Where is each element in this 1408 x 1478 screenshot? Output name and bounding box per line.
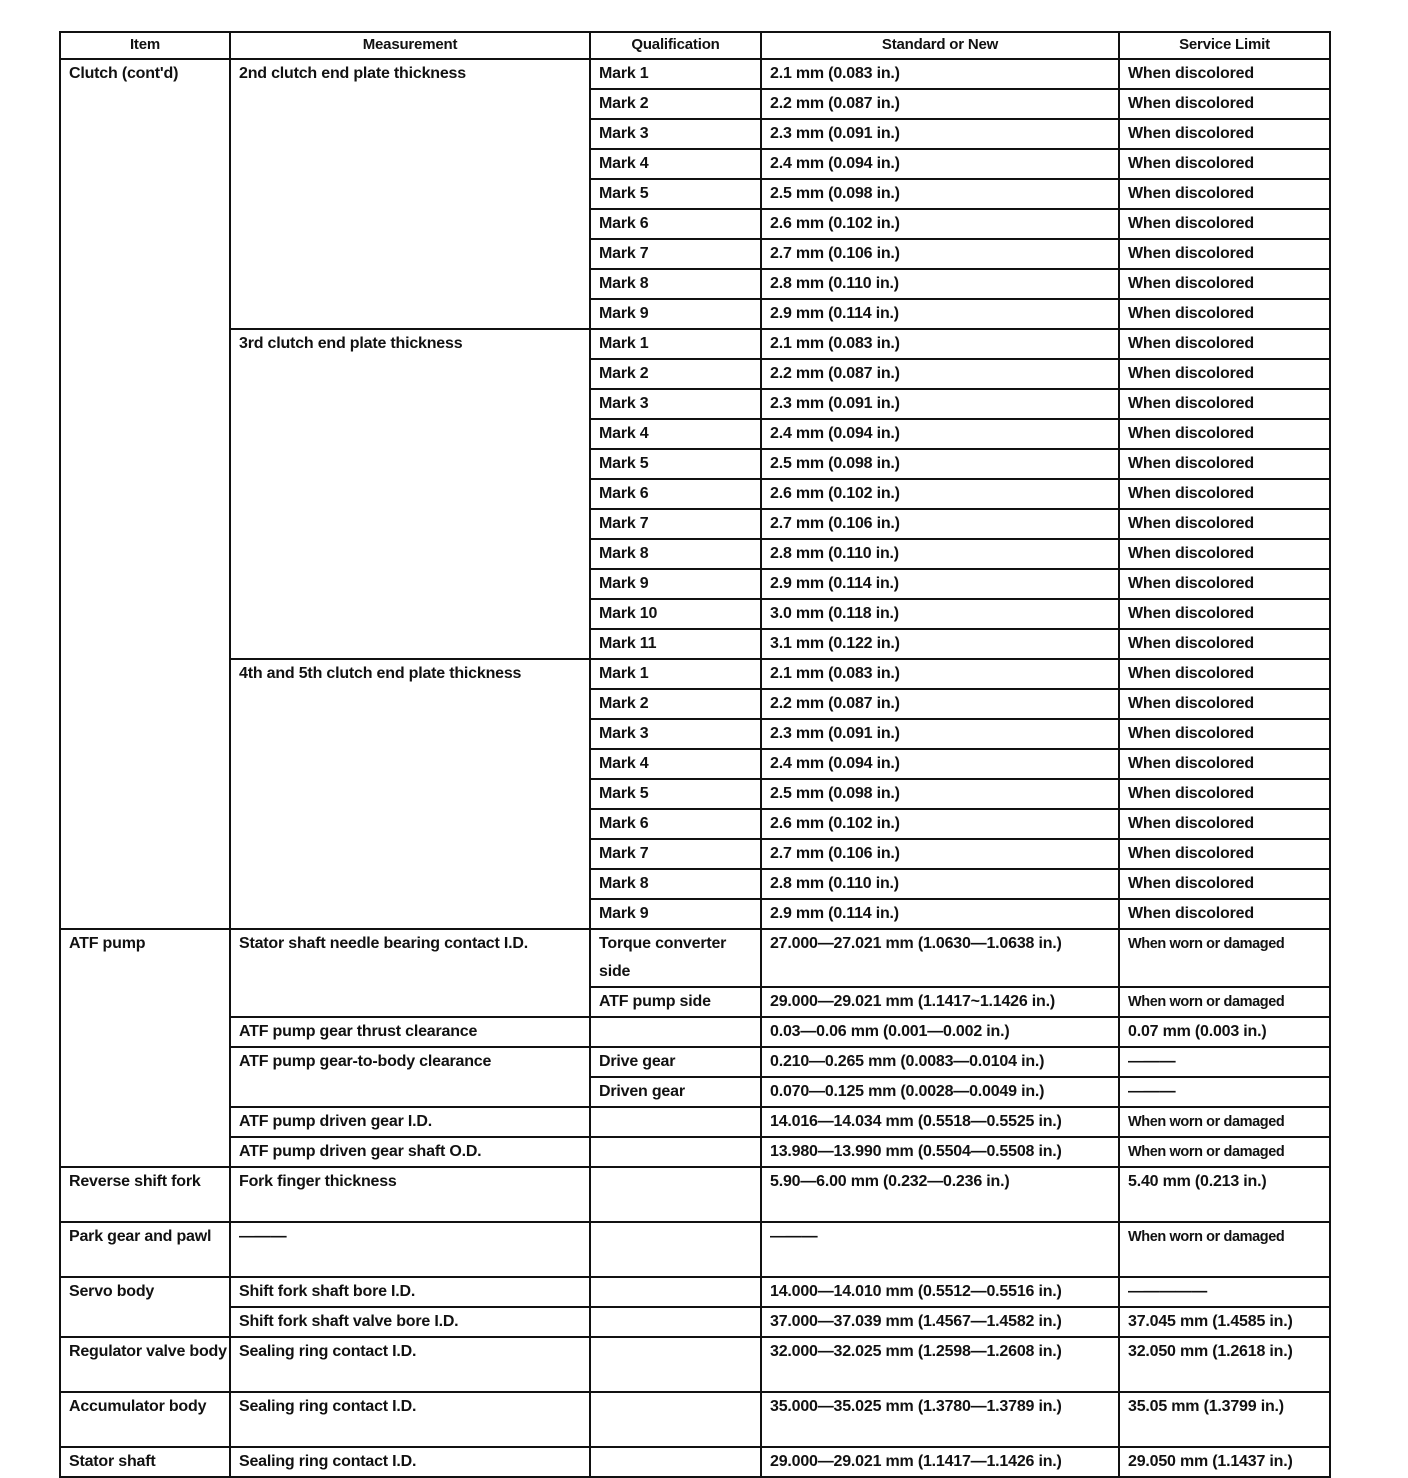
qualification-cell: [590, 1017, 761, 1047]
limit-cell: When discolored: [1119, 59, 1330, 89]
limit-cell: When discolored: [1119, 509, 1330, 539]
qualification-cell: Mark 2: [590, 89, 761, 119]
header-row: [60, 32, 1330, 59]
qualification-cell: [590, 1222, 761, 1277]
qualification-cell: Mark 1: [590, 329, 761, 359]
standard-cell: 2.2 mm (0.087 in.): [761, 89, 1119, 119]
qualification-cell: Mark 6: [590, 479, 761, 509]
qualification-cell: [590, 1167, 761, 1222]
header-service-limit: Service Limit: [1119, 32, 1330, 59]
qualification-cell: Mark 6: [590, 209, 761, 239]
header-measurement: Measurement: [230, 32, 590, 59]
limit-cell: When discolored: [1119, 389, 1330, 419]
standard-cell: 3.0 mm (0.118 in.): [761, 599, 1119, 629]
table-row: [60, 59, 1330, 89]
standard-cell: 2.8 mm (0.110 in.): [761, 269, 1119, 299]
table-row: [60, 659, 1330, 689]
standard-cell: 5.90—6.00 mm (0.232—0.236 in.): [761, 1167, 1119, 1222]
qualification-cell: Mark 2: [590, 359, 761, 389]
qualification-cell: [590, 1307, 761, 1337]
limit-cell: When discolored: [1119, 269, 1330, 299]
qualification-cell: Mark 5: [590, 779, 761, 809]
standard-cell: 2.4 mm (0.094 in.): [761, 149, 1119, 179]
item-cell: Park gear and pawl: [60, 1222, 230, 1277]
limit-cell: When worn or damaged: [1119, 1137, 1330, 1167]
limit-cell: ———: [1119, 1077, 1330, 1107]
limit-cell: When discolored: [1119, 899, 1330, 929]
standard-cell: 2.6 mm (0.102 in.): [761, 479, 1119, 509]
table-row: [60, 1167, 1330, 1222]
standard-cell: 2.2 mm (0.087 in.): [761, 359, 1119, 389]
limit-cell: When discolored: [1119, 359, 1330, 389]
table-row: [60, 1277, 1330, 1307]
qualification-cell: [590, 1392, 761, 1447]
standard-cell: 2.3 mm (0.091 in.): [761, 119, 1119, 149]
standard-cell: 2.1 mm (0.083 in.): [761, 59, 1119, 89]
standard-cell: 27.000—27.021 mm (1.0630—1.0638 in.): [761, 929, 1119, 987]
limit-cell: When discolored: [1119, 539, 1330, 569]
limit-cell: When discolored: [1119, 299, 1330, 329]
qualification-cell: Mark 3: [590, 719, 761, 749]
qualification-cell: Mark 9: [590, 299, 761, 329]
limit-cell: When discolored: [1119, 329, 1330, 359]
measurement-cell: Shift fork shaft valve bore I.D.: [230, 1307, 590, 1337]
standard-cell: ———: [761, 1222, 1119, 1277]
limit-cell: When discolored: [1119, 479, 1330, 509]
qualification-cell: Mark 1: [590, 59, 761, 89]
qualification-cell: Mark 5: [590, 179, 761, 209]
limit-cell: When discolored: [1119, 449, 1330, 479]
qualification-cell: Mark 6: [590, 809, 761, 839]
measurement-cell: ATF pump driven gear I.D.: [230, 1107, 590, 1137]
qualification-cell: Mark 3: [590, 389, 761, 419]
measurement-cell: ATF pump gear-to-body clearance: [230, 1047, 590, 1107]
limit-cell: When worn or damaged: [1119, 1107, 1330, 1137]
standard-cell: 2.9 mm (0.114 in.): [761, 569, 1119, 599]
qualification-cell: Mark 9: [590, 899, 761, 929]
standard-cell: 2.5 mm (0.098 in.): [761, 779, 1119, 809]
header-qualification: Qualification: [590, 32, 761, 59]
standard-cell: 2.7 mm (0.106 in.): [761, 839, 1119, 869]
limit-cell: When discolored: [1119, 179, 1330, 209]
table-row: [60, 1047, 1330, 1077]
table-row: [60, 1017, 1330, 1047]
limit-cell: When discolored: [1119, 419, 1330, 449]
standard-cell: 2.4 mm (0.094 in.): [761, 749, 1119, 779]
limit-cell: When discolored: [1119, 779, 1330, 809]
standard-cell: 2.2 mm (0.087 in.): [761, 689, 1119, 719]
limit-cell: 37.045 mm (1.4585 in.): [1119, 1307, 1330, 1337]
qualification-cell: Mark 8: [590, 269, 761, 299]
limit-cell: When discolored: [1119, 719, 1330, 749]
table-row: [60, 329, 1330, 359]
standard-cell: 2.3 mm (0.091 in.): [761, 389, 1119, 419]
spec-table: [59, 31, 1331, 1478]
standard-cell: 2.8 mm (0.110 in.): [761, 869, 1119, 899]
standard-cell: 2.6 mm (0.102 in.): [761, 209, 1119, 239]
qualification-cell: [590, 1337, 761, 1392]
measurement-cell: ATF pump gear thrust clearance: [230, 1017, 590, 1047]
qualification-cell: Mark 9: [590, 569, 761, 599]
limit-cell: When discolored: [1119, 239, 1330, 269]
measurement-cell: Sealing ring contact I.D.: [230, 1447, 590, 1477]
clutch-section: [60, 59, 1330, 929]
measurement-cell: Shift fork shaft bore I.D.: [230, 1277, 590, 1307]
standard-cell: 2.5 mm (0.098 in.): [761, 449, 1119, 479]
qualification-cell: Mark 7: [590, 839, 761, 869]
measurement-cell: ATF pump driven gear shaft O.D.: [230, 1137, 590, 1167]
limit-cell: When discolored: [1119, 209, 1330, 239]
item-cell: Servo body: [60, 1277, 230, 1337]
qualification-cell: Mark 2: [590, 689, 761, 719]
qualification-cell: Mark 11: [590, 629, 761, 659]
standard-cell: 2.1 mm (0.083 in.): [761, 659, 1119, 689]
standard-cell: 35.000—35.025 mm (1.3780—1.3789 in.): [761, 1392, 1119, 1447]
standard-cell: 2.6 mm (0.102 in.): [761, 809, 1119, 839]
table-row: [60, 1392, 1330, 1447]
qualification-cell: Mark 4: [590, 149, 761, 179]
measurement-cell: Sealing ring contact I.D.: [230, 1392, 590, 1447]
limit-cell: When discolored: [1119, 119, 1330, 149]
standard-cell: 2.3 mm (0.091 in.): [761, 719, 1119, 749]
standard-cell: 0.070—0.125 mm (0.0028—0.0049 in.): [761, 1077, 1119, 1107]
item-cell: ATF pump: [60, 929, 230, 1167]
item-cell: Clutch (cont'd): [60, 59, 230, 929]
qualification-cell: Driven gear: [590, 1077, 761, 1107]
qualification-cell: Mark 8: [590, 869, 761, 899]
measurement-cell: 4th and 5th clutch end plate thickness: [230, 659, 590, 929]
header-standard: Standard or New: [761, 32, 1119, 59]
item-cell: Accumulator body: [60, 1392, 230, 1447]
standard-cell: 14.000—14.010 mm (0.5512—0.5516 in.): [761, 1277, 1119, 1307]
limit-cell: 35.05 mm (1.3799 in.): [1119, 1392, 1330, 1447]
standard-cell: 2.7 mm (0.106 in.): [761, 509, 1119, 539]
qualification-cell: [590, 1277, 761, 1307]
table-row: [60, 1337, 1330, 1392]
qualification-cell: Mark 7: [590, 509, 761, 539]
qualification-cell: [590, 1107, 761, 1137]
item-cell: Regulator valve body: [60, 1337, 230, 1392]
qualification-cell: ATF pump side: [590, 987, 761, 1017]
standard-cell: 29.000—29.021 mm (1.1417—1.1426 in.): [761, 1447, 1119, 1477]
limit-cell: When discolored: [1119, 659, 1330, 689]
table-row: [60, 1137, 1330, 1167]
standard-cell: 13.980—13.990 mm (0.5504—0.5508 in.): [761, 1137, 1119, 1167]
qualification-cell: Mark 1: [590, 659, 761, 689]
item-cell: Reverse shift fork: [60, 1167, 230, 1222]
header-item: Item: [60, 32, 230, 59]
standard-cell: 2.5 mm (0.098 in.): [761, 179, 1119, 209]
limit-cell: When worn or damaged: [1119, 987, 1330, 1017]
limit-cell: When discolored: [1119, 869, 1330, 899]
standard-cell: 14.016—14.034 mm (0.5518—0.5525 in.): [761, 1107, 1119, 1137]
item-cell: Stator shaft: [60, 1447, 230, 1477]
qualification-cell: Drive gear: [590, 1047, 761, 1077]
standard-cell: 2.9 mm (0.114 in.): [761, 299, 1119, 329]
other-components: [60, 929, 1330, 1477]
qualification-cell: Mark 5: [590, 449, 761, 479]
table-row: [60, 1222, 1330, 1277]
limit-cell: When worn or damaged: [1119, 1222, 1330, 1277]
measurement-cell: Stator shaft needle bearing contact I.D.: [230, 929, 590, 1017]
table-row: [60, 1107, 1330, 1137]
standard-cell: 29.000—29.021 mm (1.1417~1.1426 in.): [761, 987, 1119, 1017]
limit-cell: When discolored: [1119, 689, 1330, 719]
measurement-cell: Sealing ring contact I.D.: [230, 1337, 590, 1392]
qualification-cell: Mark 8: [590, 539, 761, 569]
measurement-cell: Fork finger thickness: [230, 1167, 590, 1222]
table-row: [60, 929, 1330, 987]
limit-cell: 5.40 mm (0.213 in.): [1119, 1167, 1330, 1222]
qualification-cell: Torque converter side: [590, 929, 761, 987]
limit-cell: When discolored: [1119, 839, 1330, 869]
limit-cell: When worn or damaged: [1119, 929, 1330, 987]
qualification-cell: Mark 3: [590, 119, 761, 149]
standard-cell: 2.4 mm (0.094 in.): [761, 419, 1119, 449]
measurement-cell: 2nd clutch end plate thickness: [230, 59, 590, 329]
limit-cell: 0.07 mm (0.003 in.): [1119, 1017, 1330, 1047]
standard-cell: 2.9 mm (0.114 in.): [761, 899, 1119, 929]
limit-cell: When discolored: [1119, 569, 1330, 599]
qualification-cell: Mark 4: [590, 749, 761, 779]
standard-cell: 2.1 mm (0.083 in.): [761, 329, 1119, 359]
standard-cell: 2.8 mm (0.110 in.): [761, 539, 1119, 569]
standard-cell: 0.03—0.06 mm (0.001—0.002 in.): [761, 1017, 1119, 1047]
limit-cell: —————: [1119, 1277, 1330, 1307]
standard-cell: 3.1 mm (0.122 in.): [761, 629, 1119, 659]
limit-cell: When discolored: [1119, 599, 1330, 629]
measurement-cell: ———: [230, 1222, 590, 1277]
limit-cell: When discolored: [1119, 629, 1330, 659]
standard-cell: 32.000—32.025 mm (1.2598—1.2608 in.): [761, 1337, 1119, 1392]
qualification-cell: Mark 4: [590, 419, 761, 449]
limit-cell: When discolored: [1119, 149, 1330, 179]
qualification-cell: Mark 10: [590, 599, 761, 629]
standard-cell: 2.7 mm (0.106 in.): [761, 239, 1119, 269]
qualification-cell: [590, 1137, 761, 1167]
limit-cell: When discolored: [1119, 749, 1330, 779]
table-row: [60, 1447, 1330, 1477]
table-row: [60, 1307, 1330, 1337]
standard-cell: 0.210—0.265 mm (0.0083—0.0104 in.): [761, 1047, 1119, 1077]
standard-cell: 37.000—37.039 mm (1.4567—1.4582 in.): [761, 1307, 1119, 1337]
qualification-cell: Mark 7: [590, 239, 761, 269]
limit-cell: When discolored: [1119, 809, 1330, 839]
limit-cell: When discolored: [1119, 89, 1330, 119]
limit-cell: 32.050 mm (1.2618 in.): [1119, 1337, 1330, 1392]
measurement-cell: 3rd clutch end plate thickness: [230, 329, 590, 659]
limit-cell: 29.050 mm (1.1437 in.): [1119, 1447, 1330, 1477]
qualification-cell: [590, 1447, 761, 1477]
limit-cell: ———: [1119, 1047, 1330, 1077]
